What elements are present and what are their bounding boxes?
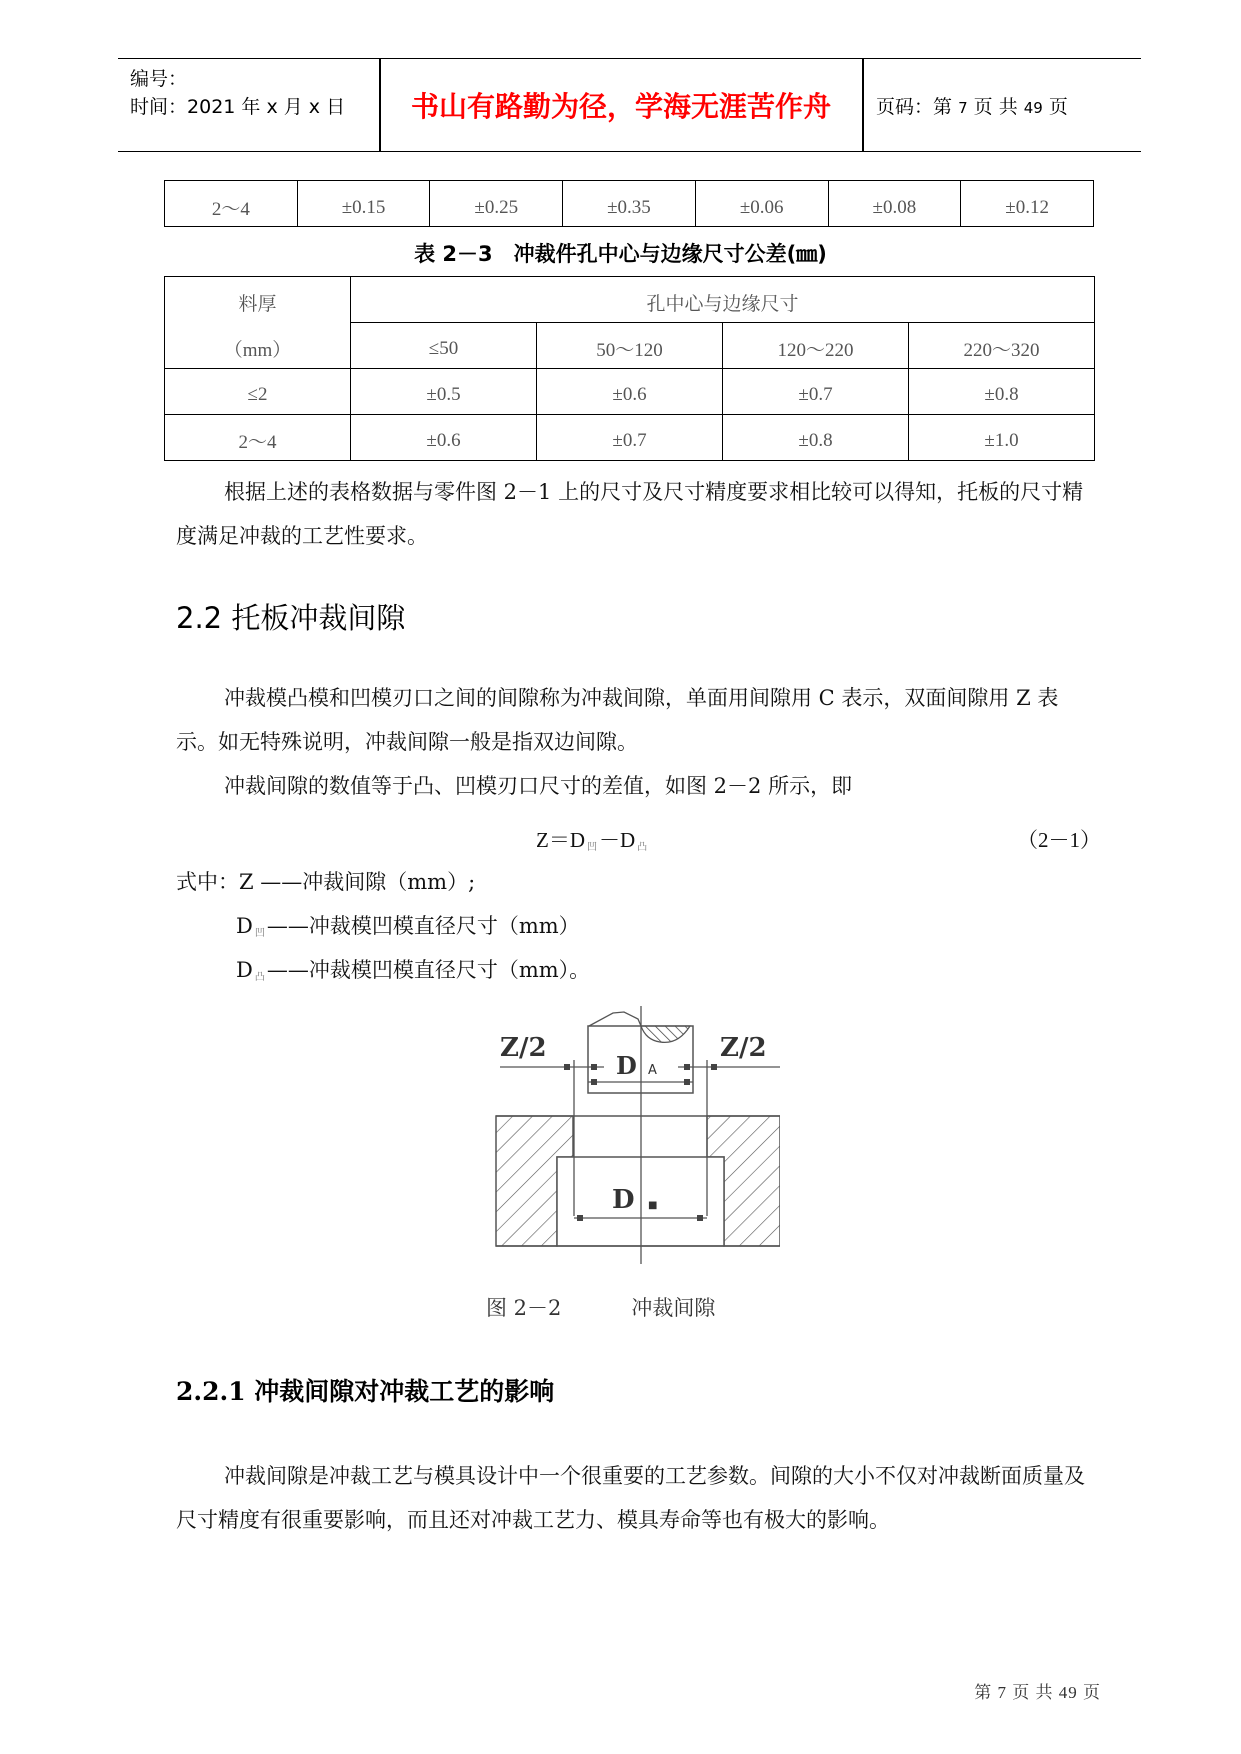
definition-punch-text: ——冲裁模凹模直径尺寸（mm）。 [266, 958, 591, 982]
formula-number: （2－1） [1017, 828, 1101, 852]
table-2-3 [164, 276, 1095, 461]
page-current: 7 [958, 99, 968, 117]
table-cell: ±0.7 [537, 415, 723, 461]
definition-die [236, 910, 580, 940]
definition-punch-symbol: D [236, 958, 253, 982]
figure-caption [486, 1292, 715, 1322]
arrow-marker [591, 1079, 597, 1085]
paragraph: 冲裁间隙的数值等于凸、凹模刃口尺寸的差值，如图 2－2 所示，即 [224, 774, 853, 798]
thickness-header: 料厚 [165, 277, 351, 323]
definition-punch [236, 954, 590, 984]
arrow-marker [684, 1079, 690, 1085]
page-total: 49 [1023, 99, 1043, 117]
header-meta [130, 65, 376, 121]
serial-label: 编号： [130, 68, 188, 90]
table-cell: ±0.12 [961, 181, 1094, 227]
definition-die-sub: 凹 [254, 928, 265, 939]
table-cell: ±0.6 [537, 369, 723, 415]
figure-caption-number: 图 2－2 [486, 1296, 562, 1320]
arrow-marker [577, 1215, 583, 1221]
arrow-marker [711, 1064, 717, 1070]
label-punch-subscript: A [648, 1063, 657, 1078]
label-z-half-right: Z/2 [720, 1033, 767, 1063]
group-header: 孔中心与边缘尺寸 [351, 277, 1095, 323]
definition-intro: 式中：Z ——冲裁间隙（mm）; [176, 870, 476, 894]
formula-lhs: Z＝D [536, 828, 585, 852]
table-header-row [165, 323, 1095, 369]
column-header: 120～220 [723, 323, 909, 369]
header-page-number [876, 92, 1068, 119]
label-z-half-left: Z/2 [500, 1033, 547, 1063]
formula [536, 824, 649, 854]
table-cell: ±0.8 [909, 369, 1095, 415]
definition-die-symbol: D [236, 914, 253, 938]
header-divider [862, 59, 864, 151]
label-punch-diameter: D [616, 1051, 637, 1080]
formula-minus: －D [599, 828, 636, 852]
arrow-marker [697, 1215, 703, 1221]
page-footer: 第 7 页 共 49 页 [974, 1683, 1101, 1702]
definition-die-text: ——冲裁模凹模直径尺寸（mm） [266, 914, 580, 938]
page-mid: 页 共 [973, 96, 1018, 118]
column-header: 50～120 [537, 323, 723, 369]
page-header [118, 58, 1141, 152]
table-cell: ±0.5 [351, 369, 537, 415]
column-header: 220～320 [909, 323, 1095, 369]
thickness-unit: （mm） [165, 323, 351, 369]
table-row [165, 415, 1095, 461]
clearance-diagram [480, 990, 780, 1270]
arrow-marker [564, 1064, 570, 1070]
date-year: 2021 [187, 96, 236, 118]
subsection-heading: 2.2.1 冲裁间隙对冲裁工艺的影响 [176, 1377, 555, 1406]
table-cell: ±0.08 [828, 181, 961, 227]
column-header: ≤50 [351, 323, 537, 369]
paragraph: 冲裁间隙是冲裁工艺与模具设计中一个很重要的工艺参数。间隙的大小不仅对冲裁断面质量及尺寸精度有很重要影响，而且还对冲裁工艺力、模具寿命等也有极大的影响。 [176, 1464, 1085, 1532]
table-caption: 表 2－3 冲裁件孔中心与边缘尺寸公差(㎜) [414, 242, 827, 266]
page-label: 页码：第 [876, 96, 953, 118]
arrow-marker [591, 1064, 597, 1070]
table-cell: ±0.15 [297, 181, 430, 227]
formula-sub-die: 凹 [587, 842, 597, 853]
table-cell: ±1.0 [909, 415, 1095, 461]
table-cell: ±0.8 [723, 415, 909, 461]
table-cell: ±0.25 [430, 181, 563, 227]
label-die-subscript: ■ [648, 1200, 658, 1211]
table-cell: ±0.06 [695, 181, 828, 227]
paragraph: 冲裁模凸模和凹模刃口之间的间隙称为冲裁间隙，单面用间隙用 C 表示，双面间隙用 Z 表示。如无特殊说明，冲裁间隙一般是指双边间隙。 [176, 686, 1059, 754]
table-cell: ±0.6 [351, 415, 537, 461]
section-heading: 2.2 托板冲裁间隙 [176, 601, 406, 635]
table-cell: ±0.7 [723, 369, 909, 415]
page-suffix: 页 [1048, 96, 1068, 118]
date-line [130, 93, 376, 121]
figure-caption-title: 冲裁间隙 [631, 1296, 716, 1320]
date-rest: 年 x 月 x 日 [241, 96, 346, 118]
table-cell: 2～4 [165, 181, 298, 227]
paragraph: 根据上述的表格数据与零件图 2－1 上的尺寸及尺寸精度要求相比较可以得知，托板的尺寸精度满足冲裁的工艺性要求。 [176, 480, 1084, 548]
arrow-marker [684, 1064, 690, 1070]
table-header-row [165, 277, 1095, 323]
label-die-diameter: D [612, 1185, 635, 1215]
definition-punch-sub: 凸 [254, 972, 265, 983]
punch-break-line [589, 1012, 641, 1026]
table-cell: ±0.35 [563, 181, 696, 227]
table-row [165, 181, 1094, 227]
date-label: 时间： [130, 96, 188, 118]
table-row [165, 369, 1095, 415]
header-motto: 书山有路勤为径，学海无涯苦作舟 [410, 90, 831, 123]
row-thickness: 2～4 [165, 415, 351, 461]
row-thickness: ≤2 [165, 369, 351, 415]
formula-sub-punch: 凸 [637, 842, 648, 853]
previous-table-continuation [164, 180, 1094, 227]
